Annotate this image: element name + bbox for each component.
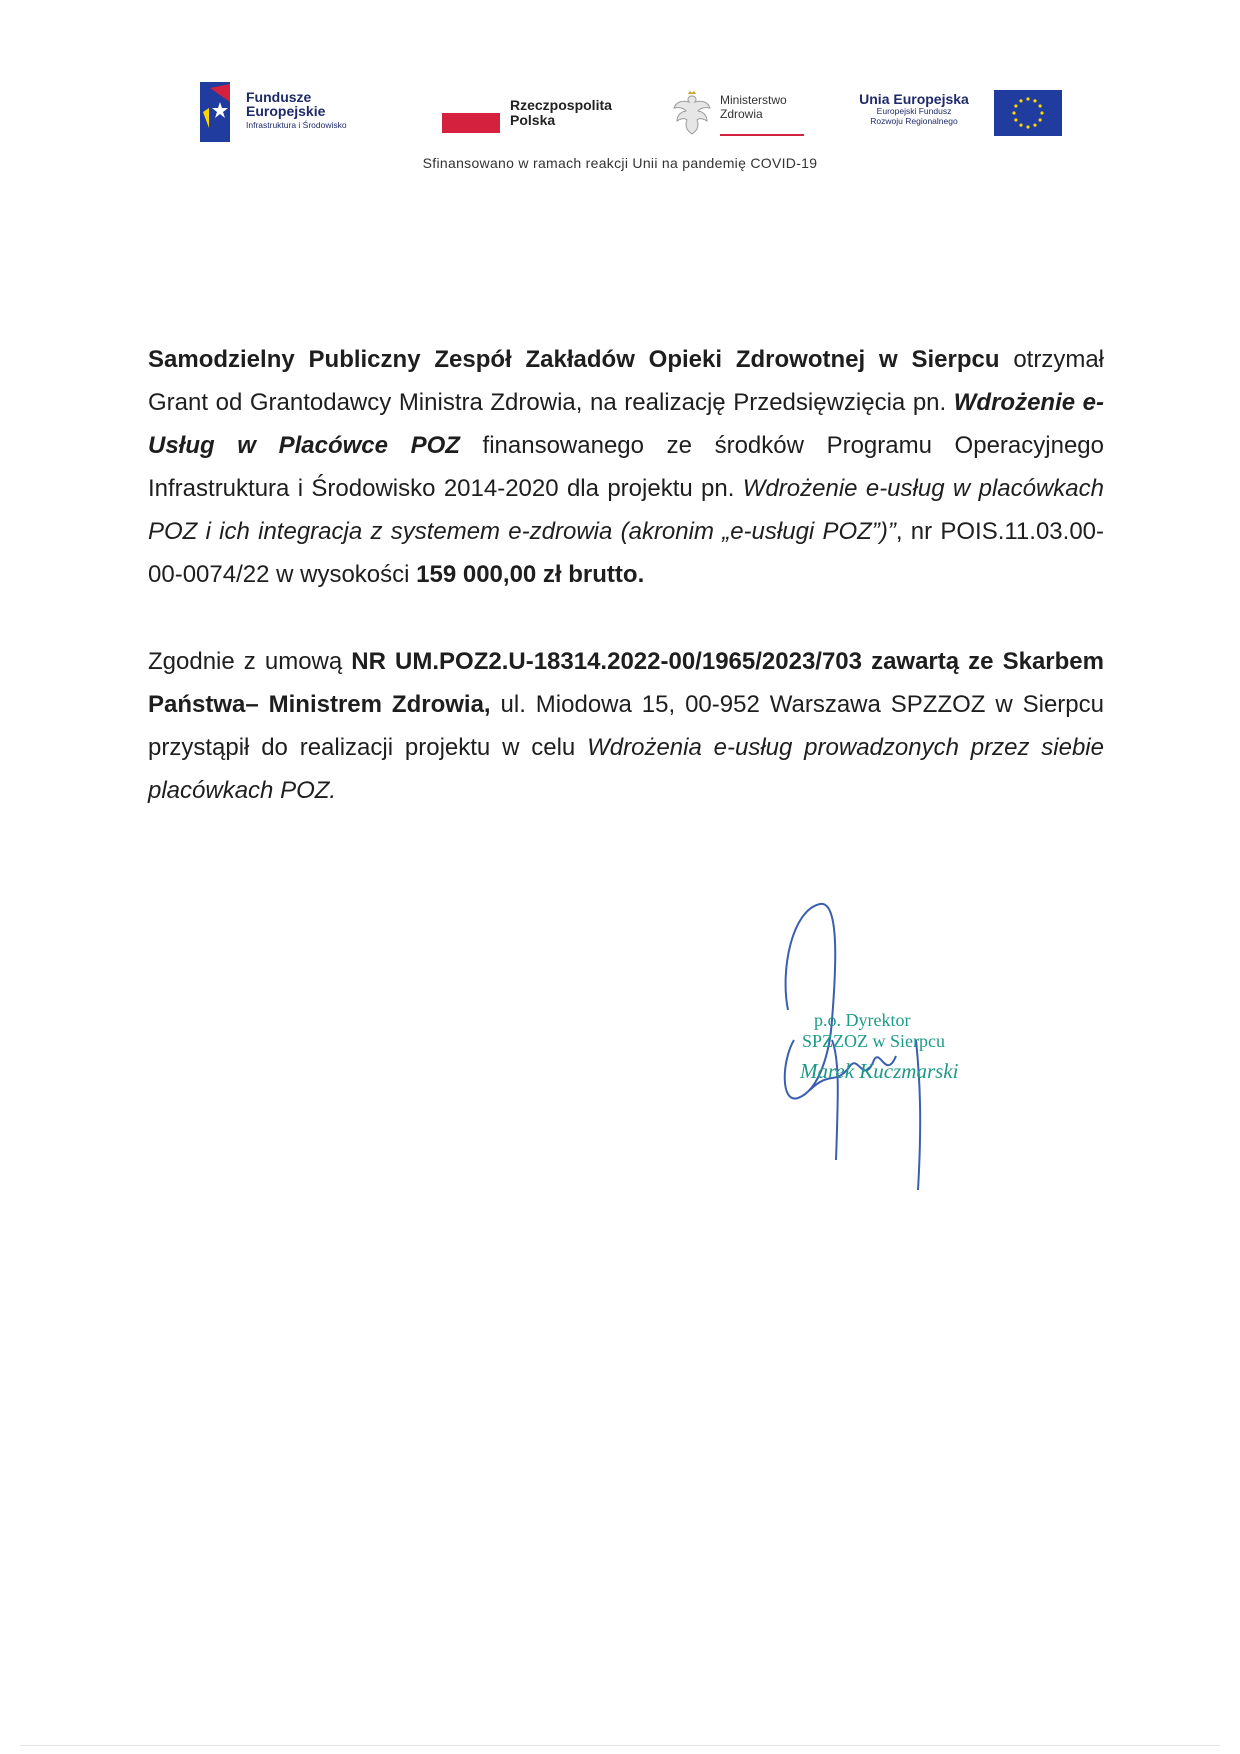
grant-text-3: , nr POIS.11.03.00-00-0074/22 w wysokości — [148, 518, 1105, 588]
eu-star — [1019, 124, 1022, 127]
white-eagle-icon — [672, 90, 712, 136]
eu-star — [1039, 118, 1042, 121]
ue-line-1: Unia Europejska — [859, 91, 969, 107]
mz-line-2: Zdrowia — [720, 106, 763, 121]
page-bottom-edge — [20, 1745, 1220, 1746]
unia-europejska-logo — [852, 90, 1062, 138]
institution-name: Samodzielny Publiczny Zespół Zakładów Opieki Zdrowotnej w Sierpcu — [148, 346, 1000, 373]
signature-block — [740, 890, 1000, 1210]
eu-star — [1040, 111, 1043, 114]
eu-star — [1026, 97, 1029, 100]
rp-line-2: Polska — [510, 111, 556, 128]
paragraph-grant — [148, 338, 1104, 596]
project-name: Wdrożenie e-usług w placówkach POZ i ich integracja z systemem e-zdrowia (akronim „e-usługi POZ”)” — [148, 475, 1104, 545]
eu-star — [1012, 111, 1015, 114]
fundusze-europejskie-star-icon — [200, 82, 236, 144]
mz-red-underline — [720, 134, 804, 136]
grant-text-1: otrzymał Grant od Grantodawcy Ministra Zdrowia, na realizację Przedsięwzięcia pn. — [148, 346, 1104, 416]
fe-line-2: Europejskie — [246, 103, 326, 119]
eu-star — [1019, 99, 1022, 102]
rzeczpospolita-polska-logo — [442, 96, 632, 136]
stamp-title: p.o. Dyrektor — [814, 1010, 911, 1030]
eu-star — [1033, 99, 1036, 102]
undertaking-name: Wdrożenie e-Usług w Placówce POZ — [148, 389, 1105, 459]
fe-line-1: Fundusze — [246, 89, 312, 105]
eu-flag-icon — [994, 90, 1062, 136]
covid-funding-note: Sfinansowano w ramach reakcji Unii na pandemię COVID-19 — [422, 155, 818, 171]
polish-flag-icon — [442, 112, 500, 133]
ue-line-3: Rozwoju Regionalnego — [870, 115, 958, 126]
fundusze-europejskie-logo — [200, 80, 390, 144]
logo-strip — [0, 0, 1240, 150]
paragraph-agreement — [148, 640, 1104, 812]
eu-star — [1033, 124, 1036, 127]
grant-text-2: finansowanego ze środków Programu Operacyjnego Infrastruktura i Środowisko 2014-2020 dla projektu pn. — [148, 432, 1104, 502]
ue-line-2: Europejski Fundusz — [876, 106, 952, 117]
grant-amount: 159 000,00 zł brutto. — [416, 561, 645, 588]
eu-star — [1026, 125, 1029, 128]
stamp-institution: SPZZOZ w Sierpcu — [802, 1030, 945, 1051]
mz-line-1: Ministerstwo — [720, 93, 787, 107]
agreement-text-1: Zgodnie z umową — [148, 648, 352, 675]
agreement-text-2: ul. Miodowa 15, 00-952 Warszawa SPZZOZ w Sierpcu przystąpił do realizacji projektu w celu — [148, 691, 1104, 761]
agreement-number: NR UM.POZ2.U-18314.2022-00/1965/2023/703 zawartą ze Skarbem Państwa– Ministrem Zdrowia, — [148, 648, 1104, 718]
rp-line-1: Rzeczpospolita — [510, 97, 612, 113]
director-stamp — [780, 1010, 1000, 1084]
agreement-goal: Wdrożenia e-usług prowadzonych przez siebie placówkach POZ. — [148, 734, 1104, 804]
stamp-name: Marek Kuczmarski — [800, 1059, 959, 1084]
fe-line-3: Infrastruktura i Środowisko — [246, 120, 347, 130]
eu-star — [1039, 104, 1042, 107]
eu-star — [1014, 104, 1017, 107]
ministerstwo-zdrowia-logo — [672, 90, 812, 140]
eu-star — [1014, 118, 1017, 121]
